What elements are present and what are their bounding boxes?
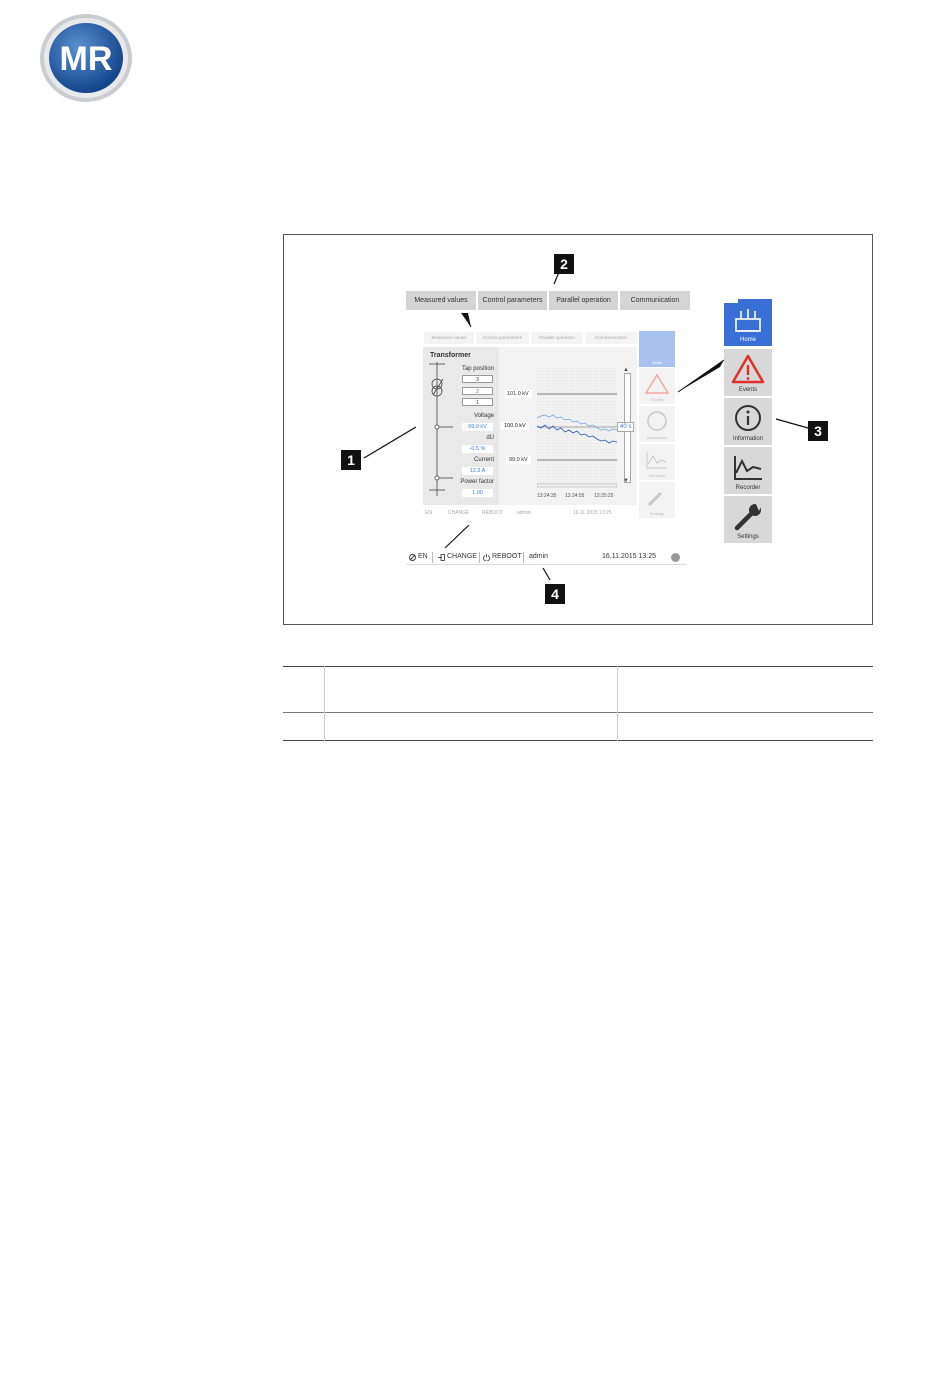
slider-up-icon[interactable]: ▲	[623, 367, 629, 373]
delay-value: 40 s	[617, 422, 634, 432]
callout-lines	[283, 234, 873, 625]
faded-status-datetime: 16.11.2015 13:25	[573, 510, 612, 516]
tap-value-current: 2	[462, 387, 493, 395]
tab-measured-values[interactable]: Measured values	[406, 291, 476, 310]
faded-nav-information: Information	[639, 406, 675, 442]
tap-value: 1	[462, 398, 493, 406]
tap-position-label: Tap position	[461, 366, 494, 372]
status-reboot[interactable]: REBOOT	[492, 553, 522, 560]
faded-nav-recorder: Recorder	[639, 444, 675, 480]
status-datetime: 16.11.2015 13:25	[602, 553, 656, 560]
voltage-value: 99.9 kV	[462, 423, 493, 431]
table-column-divider	[324, 666, 325, 741]
status-user: admin	[529, 553, 549, 560]
callout-4: 4	[545, 584, 565, 604]
faded-status-language: EN	[425, 510, 432, 516]
table-rule	[283, 666, 873, 667]
nav-events-label: Events	[738, 387, 758, 393]
mr-logo	[38, 12, 134, 104]
faded-tab: Parallel operation	[531, 332, 583, 344]
status-language[interactable]: EN	[418, 553, 428, 560]
lower-limit-label: 99.0 kV	[506, 456, 531, 464]
power-factor-value: 1.00	[462, 489, 493, 497]
callout-2: 2	[554, 254, 574, 274]
status-change[interactable]: CHANGE	[447, 553, 477, 560]
table-rule	[283, 712, 873, 713]
tap-value: 3	[462, 375, 493, 383]
power-factor-label: Power factor	[460, 479, 494, 485]
panel-title: Transformer	[430, 352, 471, 359]
time-label: 13:24:55	[565, 493, 585, 499]
faded-status-change: CHANGE	[448, 510, 470, 516]
time-label: 13:24:35	[537, 493, 557, 499]
nav-recorder-label: Recorder	[735, 485, 761, 491]
du-value: -0.5 %	[462, 445, 493, 453]
tab-control-parameters[interactable]: Control parameters	[478, 291, 547, 310]
nav-information-label: Information	[732, 436, 763, 442]
setpoint-label: 100.0 kV	[501, 422, 529, 430]
du-label: dU	[486, 435, 494, 441]
tab-communication[interactable]: Communication	[620, 291, 690, 310]
faded-tab: Control parameters	[476, 332, 529, 344]
tab-parallel-operation[interactable]: Parallel operation	[549, 291, 618, 310]
current-value: 12.3 A	[462, 467, 493, 475]
faded-nav-settings: Settings	[639, 482, 675, 518]
table-column-divider	[617, 666, 618, 741]
slider-down-icon[interactable]: ▼	[623, 478, 629, 484]
callout-3: 3	[808, 421, 828, 441]
table-rule	[283, 740, 873, 741]
callout-1: 1	[341, 450, 361, 470]
logo-text: MR	[59, 40, 113, 78]
time-label: 13:25:25	[594, 493, 614, 499]
upper-limit-label: 101.0 kV	[504, 390, 532, 398]
voltage-label: Voltage	[473, 413, 494, 419]
faded-nav-events: Events	[639, 368, 675, 404]
faded-tab: Communication	[585, 332, 637, 344]
current-label: Current	[473, 457, 494, 463]
faded-tab: Measured values	[424, 332, 474, 344]
faded-nav-home: Home	[639, 331, 675, 367]
nav-home-label: Home	[739, 337, 756, 343]
faded-status-reboot: REBOOT	[482, 510, 504, 516]
nav-settings-label: Settings	[737, 534, 759, 540]
faded-status-user: admin	[517, 510, 531, 516]
